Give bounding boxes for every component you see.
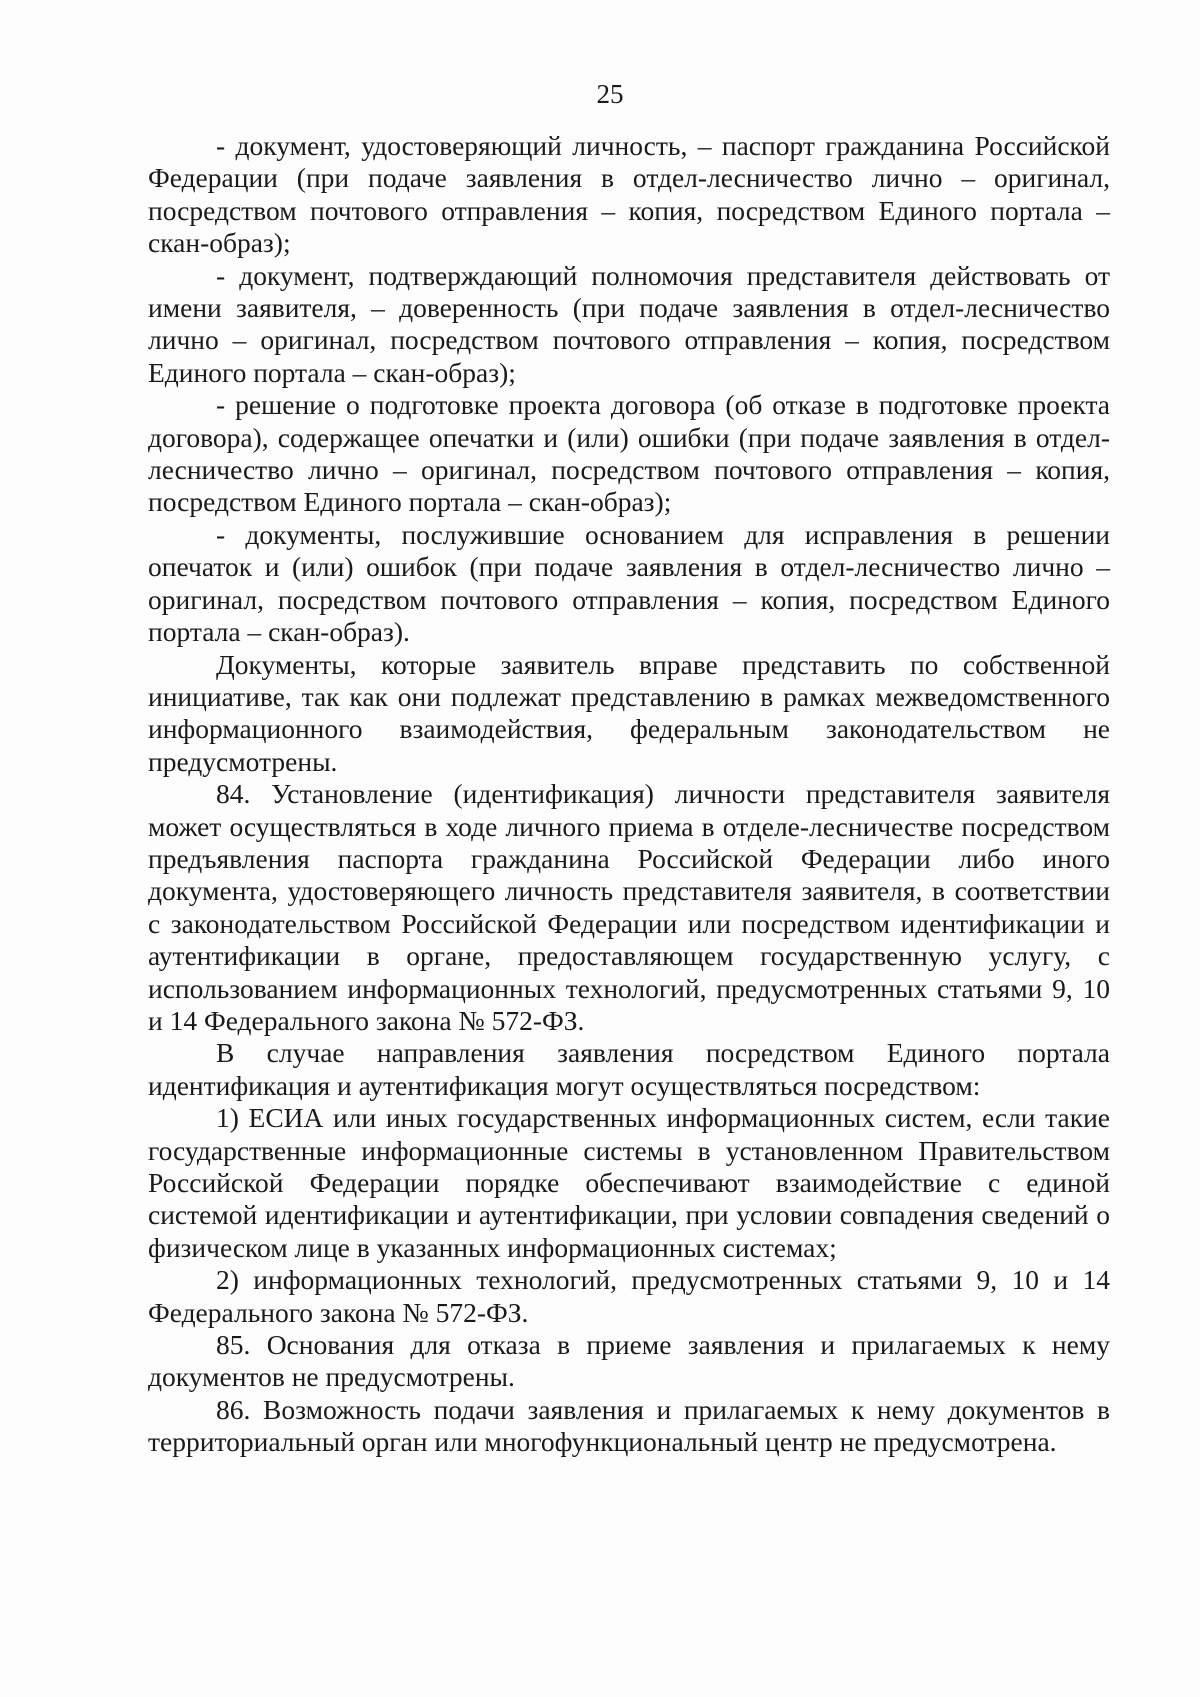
paragraph-84-identification: 84. Установление (идентификация) личности представителя заявителя может осуществляться в ходе личного приема в отделе-лесничестве посредством предъявления паспорта гражданина Российской Федерации либо иного документа, удостоверяющего личность представителя заявителя, в соответствии с законодательством Российской Федерации или посредством идентификации и аутентификации в органе, предоставляющем государственную услугу, с использованием информационных технологий, предусмотренных статьями 9, 10 и 14 Федерального закона № 572-ФЗ. [148, 778, 1110, 1036]
paragraph-optional-documents: Документы, которые заявитель вправе представить по собственной инициативе, так как они подлежат представлению в рамках межведомственного информационного взаимодействия, федеральным законодательством не предусмотрены. [148, 648, 1110, 777]
paragraph-86-submission: 86. Возможность подачи заявления и прилагаемых к нему документов в территориальный орган или многофункциональный центр не предусмотрена. [148, 1393, 1110, 1458]
paragraph-identity-document: - документ, удостоверяющий личность, – паспорт гражданина Российской Федерации (при подаче заявления в отдел-лесничество лично – оригинал, посредством почтового отправления – копия, посредством Единого портала – скан-образ); [148, 130, 1110, 259]
paragraph-decision-with-errors: - решение о подготовке проекта договора (об отказе в подготовке проекта договора), содержащее опечатки и (или) ошибки (при подаче заявления в отдел-лесничество лично – оригинал, посредством почтового отправления – копия, посредством Единого портала – скан-образ); [148, 389, 1110, 518]
document-body [148, 130, 1110, 1459]
paragraph-unified-portal: В случае направления заявления посредством Единого портала идентификация и аутентификация могут осуществляться посредством: [148, 1037, 1110, 1101]
paragraph-item-2-technologies: 2) информационных технологий, предусмотренных статьями 9, 10 и 14 Федерального закона № 572-ФЗ. [148, 1264, 1110, 1328]
paragraph-85-refusal-grounds: 85. Основания для отказа в приеме заявления и прилагаемых к нему документов не предусмотрены. [148, 1329, 1110, 1393]
paragraph-power-of-attorney: - документ, подтверждающий полномочия представителя действовать от имени заявителя, – доверенность (при подаче заявления в отдел-лесничество лично – оригинал, посредством почтового отправления – копия, посредством Единого портала – скан-образ); [148, 259, 1110, 388]
paragraph-supporting-documents: - документы, послужившие основанием для исправления в решении опечаток и (или) ошибок (при подаче заявления в отдел-лесничество лично – оригинал, посредством почтового отправления – копия, посредством Единого портала – скан-образ). [148, 518, 1110, 648]
page-number: 25 [596, 79, 624, 109]
paragraph-item-1-esia: 1) ЕСИА или иных государственных информационных систем, если такие государственные информационные системы в установленном Правительством Российской Федерации порядке обеспечивают взаимодействие с единой системой идентификации и аутентификации, при условии совпадения сведений о физическом лице в указанных информационных системах; [148, 1102, 1110, 1263]
